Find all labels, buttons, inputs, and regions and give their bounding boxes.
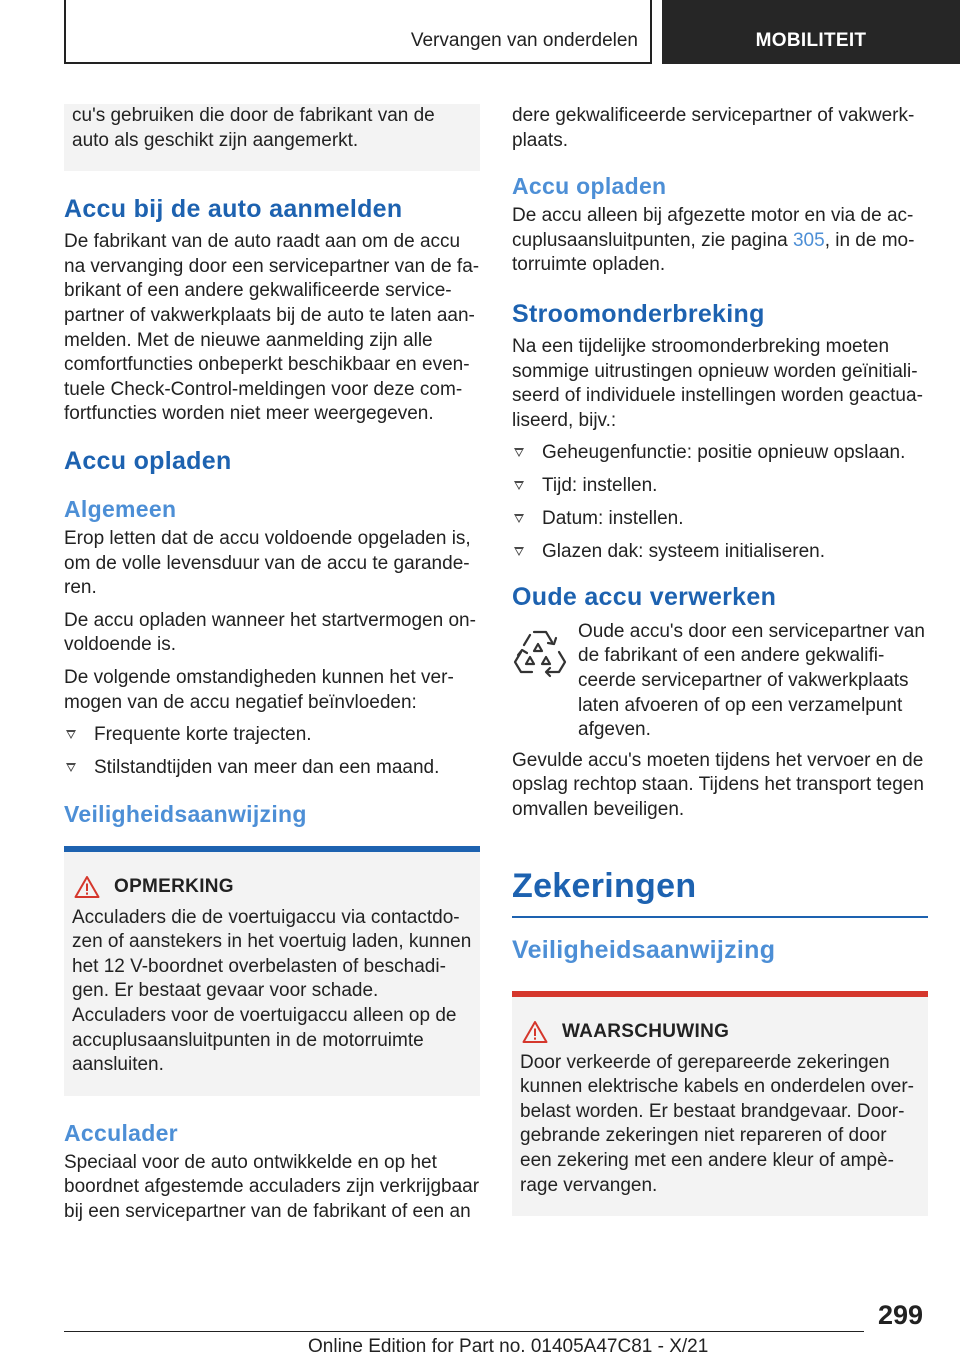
warning-header xyxy=(520,1013,920,1051)
heading-register-battery: Accu bij de auto aanmelden xyxy=(64,195,403,224)
heading-safety: Veiligheidsaanwijzing xyxy=(64,800,307,827)
bullet-triangle-icon xyxy=(514,481,524,490)
recycle-block xyxy=(512,620,928,743)
heading-old-battery: Oude accu verwerken xyxy=(512,582,777,611)
recycle-icon xyxy=(512,624,568,680)
general-text-1: Erop letten dat de accu voldoende opgeladen is, om de volle levensduur van de accu te garanderen. xyxy=(64,527,471,599)
footer-divider xyxy=(64,1331,864,1332)
notice-header xyxy=(72,868,472,906)
list-item: Glazen dak: systeem initialiseren. xyxy=(512,540,928,565)
chapter-title: Vervangen van onderdelen xyxy=(410,30,638,51)
heading-charging: Accu opladen xyxy=(64,446,232,475)
continued-text-right: dere gekwalificeerde servicepartner of vakwerkplaats. xyxy=(512,105,915,151)
charging-text: De accu alleen bij afgezette motor en via de accuplusaansluitpunten, zie pagina 305, in de motorruimte opladen. xyxy=(512,205,915,276)
heading-general: Algemeen xyxy=(64,495,177,522)
warning-triangle-icon xyxy=(74,875,100,899)
general-text-2: De accu opladen wanneer het startvermogen onvoldoende is. xyxy=(64,609,476,656)
continued-text: cu's gebruiken die door de fabrikant van de auto als geschikt zijn aangemerkt. xyxy=(72,105,435,151)
heading-fuses: Zekeringen xyxy=(512,867,928,918)
power-text: Na een tijdelijke stroomonderbreking moeten sommige uitrustingen opnieuw worden geïnitialiseerd of individuele instellingen worden geactualiseerd, bijv.: xyxy=(512,335,923,431)
old-battery-text-2: Gevulde accu's moeten tijdens het vervoer en de opslag rechtop staan. Tijdens het transport tegen omvallen beveiligen. xyxy=(512,749,924,821)
warning-bar xyxy=(512,991,928,997)
right-column xyxy=(512,104,928,1216)
notice-bar xyxy=(64,846,480,852)
warning-triangle-icon xyxy=(522,1020,548,1044)
bullet-triangle-icon xyxy=(514,448,524,457)
conditions-list xyxy=(64,723,480,781)
left-column xyxy=(64,104,480,1233)
notice-text: Acculaders die de voertuigaccu via contactdozen of aanstekers in het voertuig laden, kunnen het 12 V-boordnet overbelasten of beschadigen. Er bestaat gevaar voor schade. Acculaders voor de voertuigaccu alleen op de accuplusaansluitpunten in de motorruimte aansluiten. xyxy=(72,906,472,1076)
warning-box xyxy=(512,991,928,1217)
bullet-triangle-icon xyxy=(66,763,76,772)
bullet-triangle-icon xyxy=(514,514,524,523)
register-text: De fabrikant van de auto raadt aan om de accu na vervanging door een servicepartner van de fabrikant of een andere gekwalificeerde servicepartner of vakwerkplaats bij de auto te laten aanmelden. Met de nieuwe aanmelding zijn alle comfortfuncties onbeperkt beschikbaar en eventuele Check-Control-meldingen voor deze comfortfuncties worden niet meer weergegeven. xyxy=(64,231,480,425)
warning-text: Door verkeerde of gerepareerde zekeringen kunnen elektrische kabels en onderdelen overbelast worden. Er bestaat brandgevaar. Doorgebrande zekeringen niet repareren of door een zekering met een andere kleur of ampèrage vervangen. xyxy=(520,1051,914,1196)
warning-title: WAARSCHUWING xyxy=(562,1020,730,1042)
list-item: Frequente korte trajecten. xyxy=(64,723,480,748)
page-number: 299 xyxy=(878,1300,924,1330)
settings-list xyxy=(512,441,928,565)
list-item: Tijd: instellen. xyxy=(512,474,928,499)
edition-text: Online Edition for Part no. 01405A47C81 - X/21 xyxy=(308,1336,709,1357)
heading-safety-right: Veiligheidsaanwijzing xyxy=(512,935,776,964)
header-chapter-box xyxy=(64,0,652,64)
bullet-triangle-icon xyxy=(66,730,76,739)
heading-power-interruption: Stroomonderbreking xyxy=(512,299,765,328)
page-reference-link[interactable]: 305 xyxy=(792,229,825,251)
list-item: Stilstandtijden van meer dan een maand. xyxy=(64,756,480,781)
continued-box xyxy=(64,104,480,171)
charger-text: Speciaal voor de auto ontwikkelde en op het boordnet afgestemde acculaders zijn verkrijgbaar bij een servicepartner van de fabrikant of een an xyxy=(64,1151,480,1223)
general-text-3: De volgende omstandigheden kunnen het vermogen van de accu negatief beïnvloeden: xyxy=(64,666,454,713)
old-battery-text-1: Oude accu's door een servicepartner van de fabrikant of een andere gekwalificeerde servicepartner of vakwerkplaats laten afvoeren of op een verzamelpunt afgeven. xyxy=(578,620,925,741)
notice-title: OPMERKING xyxy=(114,875,234,897)
heading-charging-right: Accu opladen xyxy=(512,173,667,200)
header-section-tab xyxy=(662,0,960,64)
list-item: Datum: instellen. xyxy=(512,507,928,532)
notice-box xyxy=(64,846,480,1096)
section-title: MOBILITEIT xyxy=(755,30,867,51)
list-item: Geheugenfunctie: positie opnieuw opslaan. xyxy=(512,441,928,466)
bullet-triangle-icon xyxy=(514,547,524,556)
heading-charger: Acculader xyxy=(64,1119,178,1146)
